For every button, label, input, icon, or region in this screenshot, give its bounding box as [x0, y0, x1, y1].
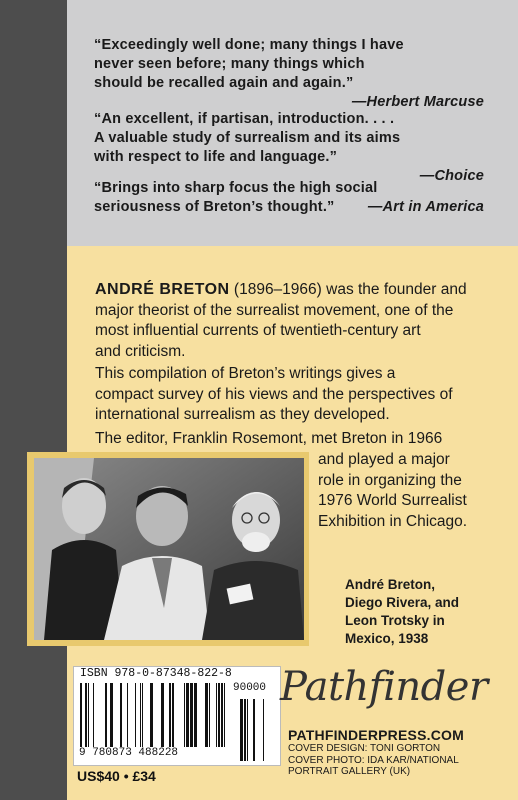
barcode-number: 9 780873 488228 [79, 747, 179, 759]
quote-line: “Exceedingly well done; many things I have [94, 37, 404, 53]
para-line: Exhibition in Chicago. [318, 512, 468, 530]
bio-line: and criticism. [95, 342, 186, 360]
para-line: role in organizing the [318, 471, 462, 489]
quote-marcuse [94, 36, 494, 112]
quote-line: A valuable study of surrealism and its aims [94, 130, 401, 146]
editor-paragraph-side [318, 450, 467, 532]
quote-line: “An excellent, if partisan, introduction. . . . [94, 111, 395, 127]
credit-line: COVER DESIGN: TONI GORTON [288, 743, 441, 754]
cover-credits [288, 743, 459, 778]
quote-line: with respect to life and language.” [94, 149, 338, 165]
para-line: compact survey of his views and the perspectives of [95, 385, 453, 403]
credit-line: COVER PHOTO: IDA KAR/NATIONAL [288, 754, 459, 766]
compilation-paragraph [95, 364, 453, 426]
publisher-website: PATHFINDERPRESS.COM [288, 727, 464, 743]
historical-photo [34, 458, 304, 640]
para-line: 1976 World Surrealist [318, 492, 467, 509]
quote-line: “Brings into sharp focus the high social [94, 180, 378, 196]
quote-attribution: —Herbert Marcuse [351, 94, 484, 110]
caption-line: Mexico, 1938 [345, 631, 429, 646]
bio-line: (1896–1966) was the founder and [229, 281, 467, 298]
isbn-label: ISBN 978-0-87348-822-8 [80, 667, 232, 680]
addon-number: 90000 [233, 682, 267, 694]
credit-line: PORTRAIT GALLERY (UK) [288, 766, 411, 777]
para-line: international surrealism as they developed. [95, 406, 390, 423]
quote-attribution: —Art in America [367, 199, 484, 215]
editor-paragraph-top [95, 429, 442, 450]
bio-line: major theorist of the surrealist movement, one of the [95, 301, 454, 319]
para-line: This compilation of Breton’s writings gives a [95, 365, 396, 382]
para-line: and played a major [318, 451, 450, 468]
quote-line: seriousness of Breton’s thought.” [94, 199, 335, 215]
bio-line: most influential currents of twentieth-century art [95, 322, 421, 339]
review-quotes-panel [67, 0, 518, 246]
para-line: The editor, Franklin Rosemont, met Breton in 1966 [95, 430, 443, 447]
spine [0, 0, 67, 800]
photo-caption [345, 576, 515, 648]
caption-line: Diego Rivera, and [345, 595, 460, 610]
quote-line: never seen before; many things which [94, 56, 365, 72]
quote-line: should be recalled again and again.” [94, 75, 354, 91]
quote-art-in-america [94, 179, 494, 217]
quote-choice [94, 110, 494, 186]
caption-line: André Breton, [345, 577, 436, 592]
author-name: ANDRÉ BRETON [95, 281, 230, 298]
bio-paragraph [95, 280, 467, 362]
caption-line: Leon Trotsky in [345, 613, 445, 628]
price-label: US$40 • £34 [77, 768, 156, 784]
publisher-logo: Pathfinder [280, 664, 488, 710]
quote-attribution: —Choice [419, 168, 484, 184]
